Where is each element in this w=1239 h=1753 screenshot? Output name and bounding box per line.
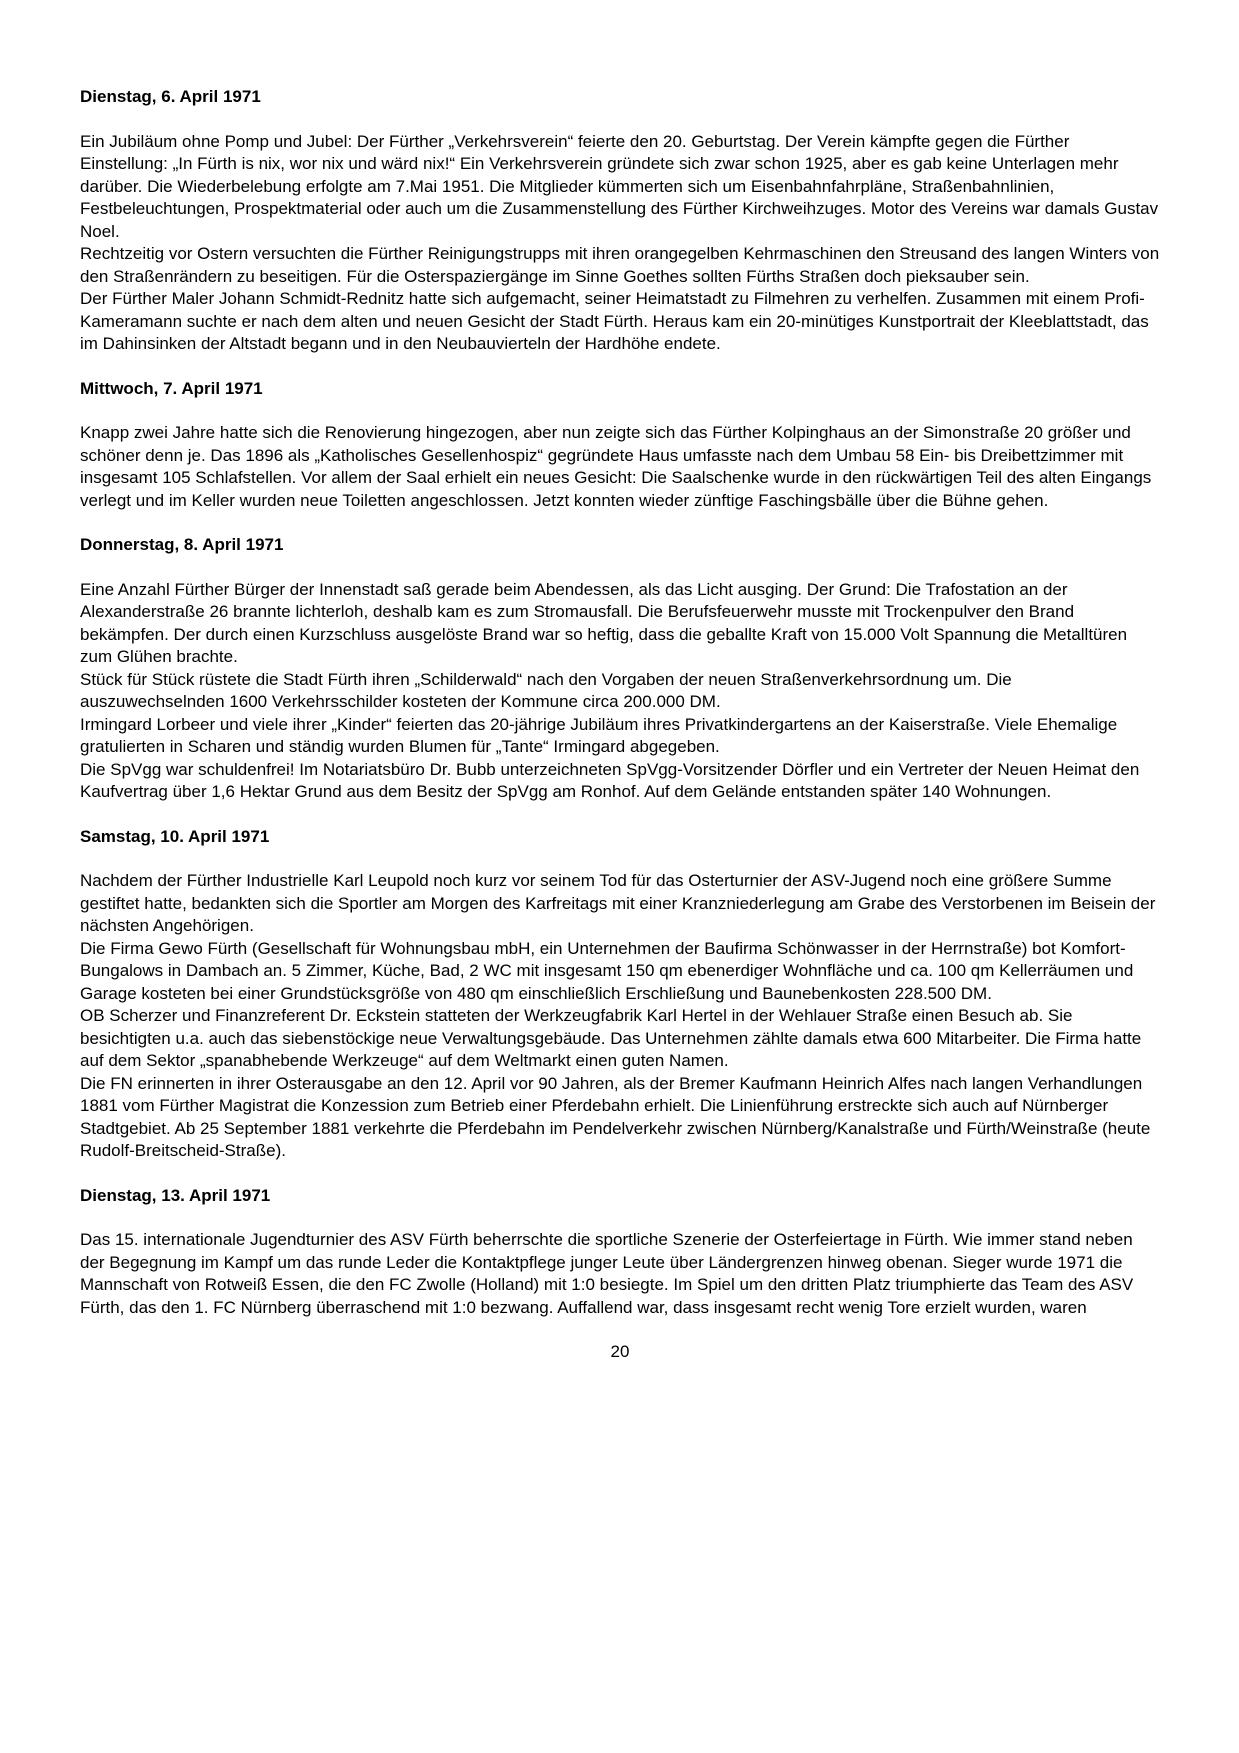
- paragraph: Eine Anzahl Fürther Bürger der Innenstadt saß gerade beim Abendessen, als das Licht ausging. Der Grund: Die Trafostation an der Alexanderstraße 26 brannte lichterloh, deshalb kam es zum Stromausfall. Die Berufsfeuerwehr musste mit Trockenpulver den Brand bekämpfen. Der durch einen Kurzschluss ausgelöste Brand war so heftig, dass die geballte Kraft von 15.000 Volt Spannung die Metalltüren zum Glühen brachte.: [80, 579, 1128, 666]
- paragraph: OB Scherzer und Finanzreferent Dr. Eckstein statteten der Werkzeugfabrik Karl Hertel in der Wehlauer Straße einen Besuch ab. Sie besichtigten u.a. auch das siebenstöckige neue Verwaltungsgebäude. Das Unternehmen zählte damals etwa 600 Mitarbeiter. Die Firma hatte auf dem Sektor „spanabhebende Werkzeuge“ auf dem Weltmarkt einen guten Namen.: [80, 1006, 1142, 1070]
- paragraph: Der Fürther Maler Johann Schmidt-Rednitz hatte sich aufgemacht, seiner Heimatstadt zu Filmehren zu verhelfen. Zusammen mit einem Profi-Kameramann suchte er nach dem alten und neuen Gesicht der Stadt Fürth. Heraus kam ein 20-minütiges Kunstportrait der Kleeblattstadt, das im Dahinsinken der Altstadt begann und in den Neubauvierteln der Hardhöhe endete.: [80, 289, 1149, 353]
- document-content: [80, 86, 1160, 1319]
- paragraph: Das 15. internationale Jugendturnier des ASV Fürth beherrschte die sportliche Szenerie der Osterfeiertage in Fürth. Wie immer stand neben der Begegnung im Kampf um das runde Leder die Kontaktpflege junger Leute über Ländergrenzen hinweg obenan. Sieger wurde 1971 die Mannschaft von Rotweiß Essen, die den FC Zwolle (Holland) mit 1:0 besiegte. Im Spiel um den dritten Platz triumphierte das Team des ASV Fürth, das den 1. FC Nürnberg überraschend mit 1:0 bezwang. Auffallend war, dass insgesamt recht wenig Tore erzielt wurden, waren: [80, 1230, 1134, 1317]
- paragraph: Die Firma Gewo Fürth (Gesellschaft für Wohnungsbau mbH, ein Unternehmen der Baufirma Schönwasser in der Herrnstraße) bot Komfort-Bungalows in Dambach an. 5 Zimmer, Küche, Bad, 2 WC mit insgesamt 150 qm ebenerdiger Wohnfläche und ca. 100 qm Kellerräumen und Garage kosteten bei einer Grundstücksgröße von 480 qm einschließlich Erschließung und Baunebenkosten 228.500 DM.: [80, 938, 1134, 1003]
- paragraph: Stück für Stück rüstete die Stadt Fürth ihren „Schilderwald“ nach den Vorgaben der neuen Straßenverkehrsordnung um. Die auszuwechselnden 1600 Verkehrsschilder kosteten der Kommune circa 200.000 DM.: [80, 669, 1012, 711]
- paragraph: Irmingard Lorbeer und viele ihrer „Kinder“ feierten das 20-jährige Jubiläum ihres Privatkindergartens an der Kaiserstraße. Viele Ehemalige gratulierten in Scharen und ständig wurden Blumen für „Tante“ Irmingard abgegeben.: [80, 714, 1118, 756]
- section-heading: Samstag, 10. April 1971: [80, 826, 270, 846]
- paragraph: Ein Jubiläum ohne Pomp und Jubel: Der Fürther „Verkehrsverein“ feierte den 20. Geburtstag. Der Verein kämpfte gegen die Fürther Einstellung: „In Fürth is nix, wor nix und wärd nix!“ Ein Verkehrsverein gründete sich zwar schon 1925, aber es gab keine Unterlagen mehr darüber. Die Wiederbelebung erfolgte am 7.Mai 1951. Die Mitglieder kümmerten sich um Eisenbahnfahrpläne, Straßenbahnlinien, Festbeleuchtungen, Prospektmaterial oder auch um die Zusammenstellung des Fürther Kirchweihzuges. Motor des Vereins war damals Gustav Noel.: [80, 131, 1159, 241]
- paragraph: Knapp zwei Jahre hatte sich die Renovierung hingezogen, aber nun zeigte sich das Fürther Kolpinghaus an der Simonstraße 20 größer und schöner denn je. Das 1896 als „Katholisches Gesellenhospiz“ gegründete Haus umfasste nach dem Umbau 58 Ein- bis Dreibettzimmer mit insgesamt 105 Schlafstellen. Vor allem der Saal erhielt ein neues Gesicht: Die Saalschenke wurde in den rückwärtigen Teil des alten Eingangs verlegt und im Keller wurden neue Toiletten angeschlossen. Jetzt konnten wieder zünftige Faschingsbälle über die Bühne gehen.: [80, 423, 1152, 510]
- section-heading: Dienstag, 6. April 1971: [80, 87, 261, 106]
- paragraph: Nachdem der Fürther Industrielle Karl Leupold noch kurz vor seinem Tod für das Osterturnier der ASV-Jugend noch eine größere Summe gestiftet hatte, bedankten sich die Sportler am Morgen des Karfreitags mit einer Kranzniederlegung am Grabe des Verstorbenen im Beisein der nächsten Angehörigen.: [80, 871, 1156, 935]
- section-heading: Mittwoch, 7. April 1971: [80, 378, 263, 398]
- section-heading: Dienstag, 13. April 1971: [80, 1185, 271, 1205]
- section-heading: Donnerstag, 8. April 1971: [80, 535, 284, 554]
- paragraph: Die FN erinnerten in ihrer Osterausgabe an den 12. April vor 90 Jahren, als der Bremer Kaufmann Heinrich Alfes nach langen Verhandlungen 1881 vom Fürther Magistrat die Konzession zum Betrieb einer Pferdebahn erhielt. Die Linienführung erstreckte sich auch auf Nürnberger Stadtgebiet. Ab 25 September 1881 verkehrte die Pferdebahn im Pendelverkehr zwischen Nürnberg/Kanalstraße und Fürth/Weinstraße (heute Rudolf-Breitscheid-Straße).: [80, 1073, 1151, 1160]
- page-number: 20: [610, 1342, 630, 1361]
- paragraph: Rechtzeitig vor Ostern versuchten die Fürther Reinigungstrupps mit ihren orangegelben Kehrmaschinen den Streusand des langen Winters von den Straßenrändern zu beseitigen. Für die Osterspaziergänge im Sinne Goethes sollten Fürths Straßen doch pieksauber sein.: [80, 244, 1160, 286]
- paragraph: Die SpVgg war schuldenfrei! Im Notariatsbüro Dr. Bubb unterzeichneten SpVgg-Vorsitzender Dörfler und ein Vertreter der Neuen Heimat den Kaufvertrag über 1,6 Hektar Grund aus dem Besitz der SpVgg am Ronhof. Auf dem Gelände entstanden später 140 Wohnungen.: [80, 759, 1140, 801]
